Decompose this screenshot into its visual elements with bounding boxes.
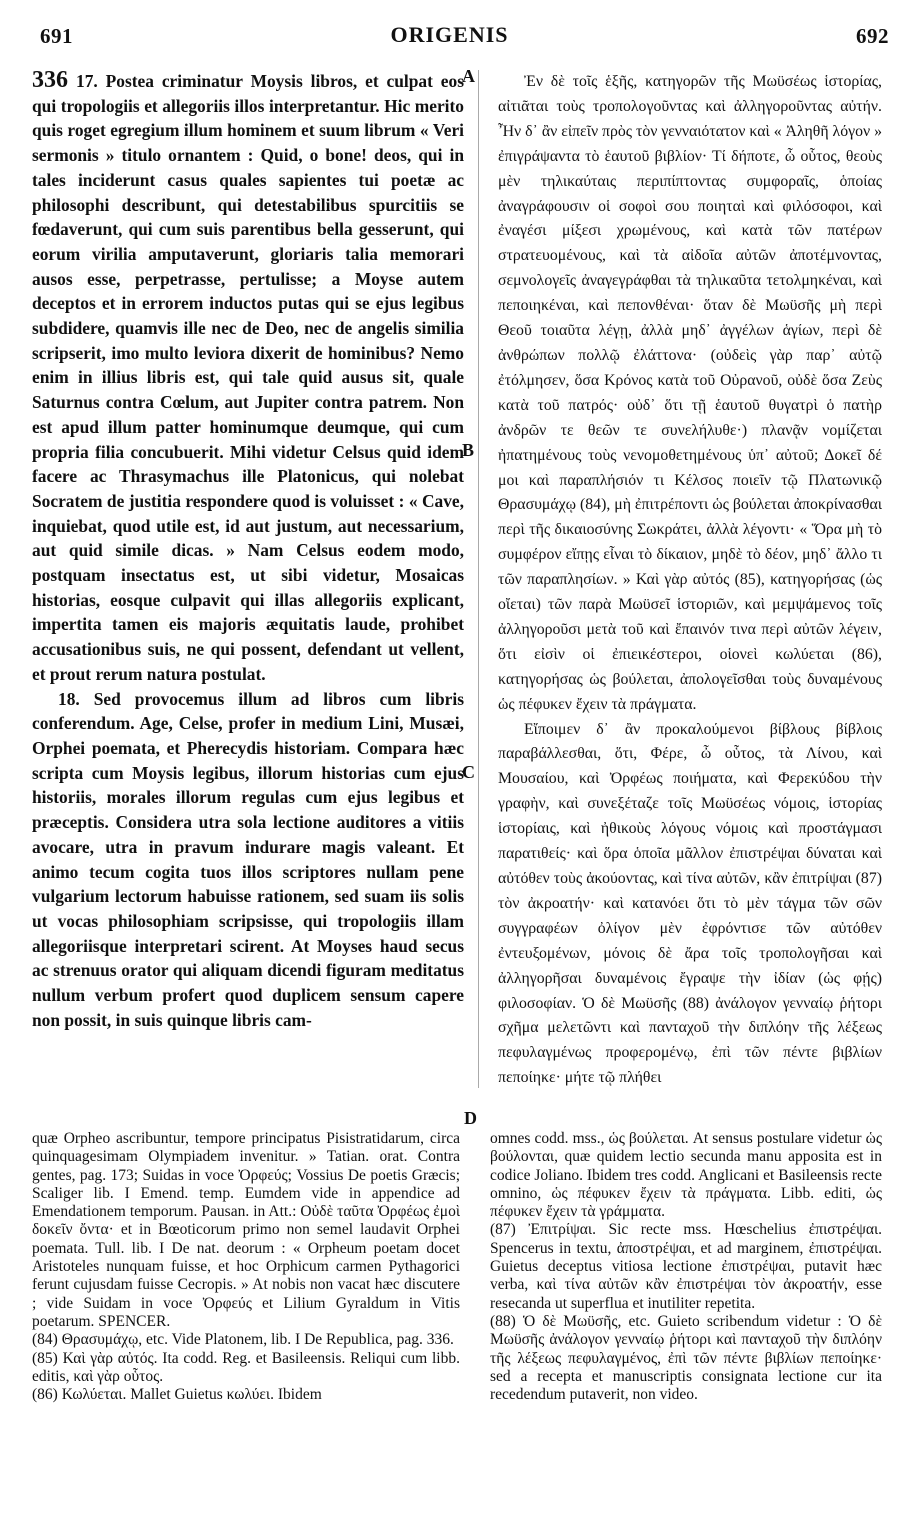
footnote-spencer: quæ Orpheo ascribuntur, tempore principatus Pisistratidarum, circa quinquagesimam Olympiadem invenitur. » Tatian. orat. Contra gentes, pag. 173; Suidas in voce Ὀρφεύς; Vossius De poetis Græcis; Scaliger lib. I Emend. temp. Eumdem vide in appendice ad Emendationem temporum. Pausan. in Att.: Οὐδὲ ταῦτα Ὀρφέως ἐμοὶ δοκεῖν ὄντα· et in Bœoticorum primo non semel laudavit Orphei poemata. Tull. lib. I De nat. deorum : « Orpheum poetam docet Aristoteles nunquam fuisse, et hoc Orphicum carmen Pythagorici ferunt cujusdam fuisse Cecropis. » At nobis non vacat hæc discutere ; vide Suidam in voce Ὀρφεύς et Lilium Gyraldum in Vitis poetarum. SPENCER.: [32, 1130, 460, 1330]
margin-letter-d: D: [464, 1108, 477, 1128]
footnotes-right: [490, 1130, 882, 1404]
latin-paragraph-18: 18. Sed provocemus illum ad libros cum libris conferendum. Age, Celse, profer in medium Lini, Musæi, Orphei poemata, et Pherecydis historiam. Compara hæc scripta cum Moysis legibus, illorum historias cum ejus historiis, morales illorum regulas cum ejus legibus et præceptis. Considera utra sola lectione auditores a vitiis avocare, utra in pravum indurare magis valeant. Et animo tecum cogita tuos illos scriptores nullam pene vulgarium lectorum habuisse rationem, sed suam iis solis ut vocas philosophiam scripsisse, qui tropologiis illam allegoriisque interpretari scirent. At Moyses haud secus ac strenuus orator qui aliquam dicendi figuram meditatus nullum verbum profert quod duplicem sensum capere non possit, in suis quinque libris cam-: [32, 688, 464, 1030]
greek-column: [498, 70, 882, 1091]
footnote-86-cont: omnes codd. mss., ὡς βούλεται. At sensus postulare videtur ὡς βούλονται, quæ quidem lectio secunda manu apposita est in codice Joliano. Ibidem tres codd. Anglicani et Basileensis recte omnino, ὡς πέφυκεν ἔχειν τὰ πράγματα. Libb. editi, ὡς πέφυκεν ἔχειν τὰ γράμματα.: [490, 1130, 882, 1221]
latin-column: [32, 68, 464, 1032]
page-header: [0, 12, 899, 52]
section-marker: 336: [32, 67, 68, 93]
latin-paragraph-17-text: 17. Postea criminatur Moysis libros, et culpat eos qui tropologiis et allegoriis illos interpretantur. Hic merito quis roget egregium illum hominem et suum librum « Veri sermonis » titulo ornantem : Quid, o bone! deos, qui in tales inciderunt casus quales sapientes tui poetæ ac philosophi describunt, qui detestabilibus spurcitiis se fœdaverunt, qui cum suis parentibus bella gesserunt, qui eorum virilia amputaverunt, gloriaris talia memorari ausos esse, perpetrasse, pertulisse; a Moyse autem deceptos et in errorem inductos putas qui se ejus legibus subdidere, quamvis ille nec de Deo, nec de angelis similia scripserit, imo multo leviora dixerit de hominibus? Nemo enim in illius libris est, qui tale quid ausus sit, quale Saturnus contra Cœlum, aut Jupiter contra patrem. Non est apud illum patter hominumque deumque, qui cum propria filia concubuerit. Mihi videtur Celsus quid idem facere ac Thrasymachus ille Platonicus, qui nolebat Socratem de justitia respondere quod is voluisset : « Cave, inquiebat, quod utile est, id aut justum, aut necessarium, aut quid simile dicas. » Nam Celsus eodem modo, postquam insectatus est, ut sibi videtur, Mosaicas historias, eosque culpavit qui illas allegoriis explicant, impertita tamen eis majoris æquitatis laude, prohibet accusationibus suis, ne qui possent, defendant ut vellent, et prout rerum natura postulat.: [32, 71, 464, 684]
footnote-88: (88) Ὁ δὲ Μωϋσῆς, etc. Guieto scribendum videtur : Ὁ δὲ Μωϋσῆς ἀνάλογον γενναίῳ ῥήτορι καὶ πανταχοῦ τὴν διπλόην τῆς λέξεως πεφυλαγμένος, ἐπὶ τῶν πέντε βιβλίων πεποίηκε· sed a recepta et manuscriptis consignata lectione cur ita recedendum putaverit, non video.: [490, 1312, 882, 1404]
margin-letter-c: C: [462, 762, 475, 782]
footnote-86: (86) Κωλύεται. Mallet Guietus κωλύει. Ibidem: [32, 1386, 322, 1404]
running-title: ORIGENIS: [390, 22, 509, 47]
footnote-85: (85) Καὶ γὰρ αὐτός. Ita codd. Reg. et Basileensis. Reliqui cum libb. editis, καὶ γὰρ οὗτος.: [32, 1349, 460, 1385]
greek-paragraph-2: Εἴποιμεν δ᾽ ἂν προκαλούμενοι βίβλους βίβλοις παραβάλλεσθαι, ὅτι, Φέρε, ὦ οὗτος, τὰ Λίνου, καὶ Μουσαίου, καὶ Ὀρφέως ποιήματα, καὶ Φερεκύδου τὴν γραφὴν, καὶ συνεξέταζε τοῖς Μωϋσέως νόμοις, ἱστορίας ἱστορίαις, καὶ ἠθικοὺς λόγους νόμοις καὶ προστάγμασι παρατιθείς· καὶ ὅρα ὁποῖα μᾶλλον ἐπιστρέψαι δύναται καὶ αὐτόθεν τοὺς ἀκούοντας, καὶ τίνα αὐτῶν, κἂν ἐπιτρίψαι (87) τὸν ἀκροατήν· καὶ κατανόει ὅτι τὸ μὲν τάγμα τῶν σῶν συγγραφέων ὀλίγον μὲν ἐφρόντισε τῶν αὐτόθεν ἐντευξομένων, μόνοις δὲ ἄρα τοῖς τροπολογῆσαι καὶ ἀλληγορῆσαι δυναμένοις ἔγραψε τὴν ἰδίαν (ὡς φῄς) φιλοσοφίαν. Ὁ δὲ Μωϋσῆς (88) ἀνάλογον γενναίῳ ῥήτορι σχῆμα μελετῶντι καὶ πανταχοῦ τὴν διπλόην τῆς λέξεως πεφυλαγμένως προφερομένῳ, ἐπὶ τῶν πέντε βιβλίων πεποίηκε· μήτε τῷ πλήθει: [498, 720, 882, 1087]
margin-letter-b: B: [462, 440, 475, 460]
footnotes-left: [32, 1130, 460, 1404]
footnote-87: (87) Ἐπιτρίψαι. Sic recte mss. Hœschelius ἐπιστρέψαι. Spencerus in textu, ἀποστρέψαι, et ad marginem, ἐπιστρέψαι. Guietus deceptus vitiosa lectione ἐπιστρέψαι, putavit hæc verba, καὶ τίνα αὐτῶν κἂν ἐπιστρέψαι τὸν ἀκροατήν, esse resecanda ut superflua et inutiliter repetita.: [490, 1221, 882, 1312]
page-number-right: 692: [856, 24, 889, 48]
margin-letter-a: A: [462, 66, 475, 86]
greek-paragraph-1: Ἐν δὲ τοῖς ἑξῆς, κατηγορῶν τῆς Μωϋσέως ἱστορίας, αἰτιᾶται τοὺς τροπολογοῦντας καὶ ἀλληγοροῦντας αὐτήν. Ἦν δ᾽ ἂν εἰπεῖν πρὸς τὸν γενναιότατον καὶ « Ἀληθῆ λόγον » ἐπιγράψαντα τὸ ἑαυτοῦ βιβλίον· Τί δήποτε, ὦ οὗτος, θεοὺς μὲν τηλικαύταις περιπίπτοντας συμφοραῖς, ὁποίας ἀναγράφουσιν οἱ σοφοὶ σου ποιηταὶ καὶ φιλόσοφοι, καὶ ἐναγέσι μίξεσι χρωμένους, καὶ κατὰ τῶν πατέρων στρατευομένους, καὶ τὰ αἰδοῖα αὐτῶν ἀποτέμνοντας, σεμνολογεῖς ἀναγεγράφθαι τὰ τηλικαῦτα τετολμηκέναι, καὶ πεποιηκέναι, καὶ πεπονθέναι· ὅταν δὲ Μωϋσῆς μὴ περὶ Θεοῦ τοιαῦτα λέγῃ, ἀλλὰ μηδ᾽ ἀγγέλων ἁγίων, περὶ δὲ ἀνθρώπων πολλῷ ἐλάττονα· (οὐδεὶς γὰρ παρ᾽ αὐτῷ ἐτόλμησεν, ὅσα Κρόνος κατὰ τοῦ Οὐρανοῦ, οὐδὲ ὅσα Ζεὺς κατὰ τοῦ πατρός· οὐδ᾽ ὅτι τῇ ἑαυτοῦ θυγατρὶ ὁ πατὴρ ἀνδρῶν τε θεῶν τε συνελήλυθε·) πλανᾷν νομίζεται ἠπατημένους τοὺς νενομοθετημένους ὑπ᾽ αὐτοῦ; Δοκεῖ δέ μοι καὶ παραπλήσιόν τι Κέλσος ποιεῖν τῷ Πλατωνικῷ Θρασυμάχῳ (84), μὴ ἐπιτρέποντι ὡς βούλεται ἀποκρίνασθαι περὶ τῆς δικαιοσύνης Σωκράτει, ἀλλὰ λέγοντι· « Ὅρα μὴ τὸ συμφέρον εἴπῃς εἶναι τὸ δίκαιον, μηδὲ τὸ δέον, μηδ᾽ ἄλλο τι τῶν παραπλησίων. » Καὶ γὰρ αὐτός (85), κατηγορήσας (ὡς οἴεται) τῶν παρὰ Μωϋσεῖ ἱστοριῶν, καὶ μεμψάμενος τοῖς ἀλληγοροῦσι μετὰ τοῦ καὶ ἔπαινόν τινα περὶ αὐτῶν λέγειν, ὅτι εἰσὶν οἱ ἐπιεικέστεροι, οἱονεὶ κωλύεται (86), κατηγορήσας ὡς βούλεται, ἀπολογεῖσθαι τοὺς δυναμένους ὡς πέφυκεν ἔχειν τὰ πράγματα.: [498, 73, 882, 713]
latin-paragraph-17: [32, 68, 464, 687]
column-divider: [478, 70, 479, 1088]
page-number-left: 691: [40, 24, 73, 48]
footnote-84: (84) Θρασυμάχῳ, etc. Vide Platonem, lib. I De Republica, pag. 336.: [32, 1331, 454, 1349]
